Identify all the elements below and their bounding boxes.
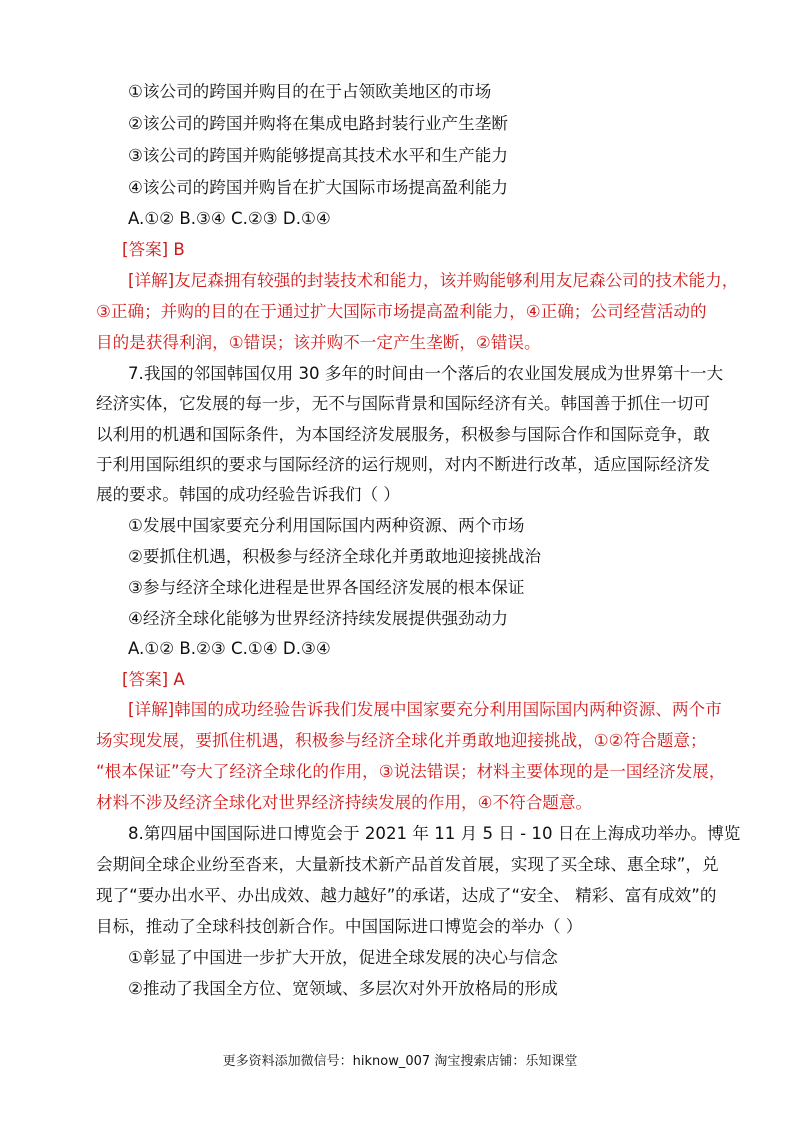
text-line: 经济实体，它发展的每一步，无不与国际背景和国际经济有关。韩国善于抓住一切可 — [96, 394, 710, 413]
text-line: 8.第四届中国国际进口博览会于 2021 年 11 月 5 日 - 10 日在上海成功举办。博览 — [128, 824, 741, 843]
text-line: ①发展中国家要充分利用国际国内两种资源、两个市场 — [128, 516, 525, 535]
text-line: 于利用国际组织的要求与国际经济的运行规则，对内不断进行改革，适应国际经济发 — [96, 455, 710, 474]
text-line: 以利用的机遇和国际条件，为本国经济发展服务，积极参与国际合作和国际竞争，敢 — [96, 425, 710, 444]
text-line: 材料不涉及经济全球化对世界经济持续发展的作用，④不符合题意。 — [96, 793, 593, 812]
text-line: ①彰显了中国进一步扩大开放，促进全球发展的决心与信念 — [128, 948, 558, 967]
text-line: “根本保证”夸大了经济全球化的作用，③说法错误；材料主要体现的是一国经济发展， — [96, 762, 726, 781]
text-line: ③正确；并购的目的在于通过扩大国际市场提高盈利能力，④正确；公司经营活动的 — [96, 302, 707, 321]
text-line: ③该公司的跨国并购能够提高其技术水平和生产能力 — [128, 146, 508, 165]
text-line: 目的是获得利润，①错误；该并购不一定产生垄断，②错误。 — [96, 333, 541, 352]
text-line: ①该公司的跨国并购目的在于占领欧美地区的市场 — [128, 82, 492, 101]
text-line: ④经济全球化能够为世界经济持续发展提供强劲动力 — [128, 609, 508, 628]
text-line: 7.我国的邻国韩国仅用 30 多年的时间由一个落后的农业国发展成为世界第十一大 — [128, 364, 724, 383]
text-line: 会期间全球企业纷至沓来，大量新技术新产品首发首展，实现了买全球、惠全球”，兑 — [96, 855, 719, 874]
text-line: [答案] B — [122, 240, 185, 259]
text-line: ②该公司的跨国并购将在集成电路封装行业产生垄断 — [128, 114, 508, 133]
text-line: [详解]韩国的成功经验告诉我们发展中国家要充分利用国际国内两种资源、两个市 — [128, 700, 722, 719]
page-footer: 更多资料添加微信号：hiknow_007 淘宝搜索店铺：乐知课堂 — [222, 1054, 578, 1069]
text-line: [答案] A — [122, 670, 185, 689]
text-line: A.①② B.③④ C.②③ D.①④ — [128, 209, 331, 228]
text-line: ②推动了我国全方位、宽领域、多层次对外开放格局的形成 — [128, 979, 558, 998]
text-line: [详解]友尼森拥有较强的封装技术和能力，该并购能够利用友尼森公司的技术能力， — [128, 271, 739, 290]
text-line: ③参与经济全球化进程是世界各国经济发展的根本保证 — [128, 578, 525, 597]
text-line: ④该公司的跨国并购旨在扩大国际市场提高盈利能力 — [128, 178, 508, 197]
text-line: 场实现发展，要抓住机遇，积极参与经济全球化并勇敢地迎接挑战，①②符合题意； — [96, 731, 707, 750]
text-line: 展的要求。韩国的成功经验告诉我们（ ） — [96, 485, 400, 504]
text-line: 目标，推动了全球科技创新合作。中国国际进口博览会的举办（ ） — [96, 917, 583, 936]
text-line: ②要抓住机遇，积极参与经济全球化并勇敢地迎接挑战治 — [128, 547, 542, 566]
text-line: 现了“要办出水平、办出成效、越力越好”的承诺，达成了“安全、 精彩、富有成效”的 — [96, 886, 717, 905]
text-line: A.①② B.②③ C.①④ D.③④ — [128, 639, 331, 658]
